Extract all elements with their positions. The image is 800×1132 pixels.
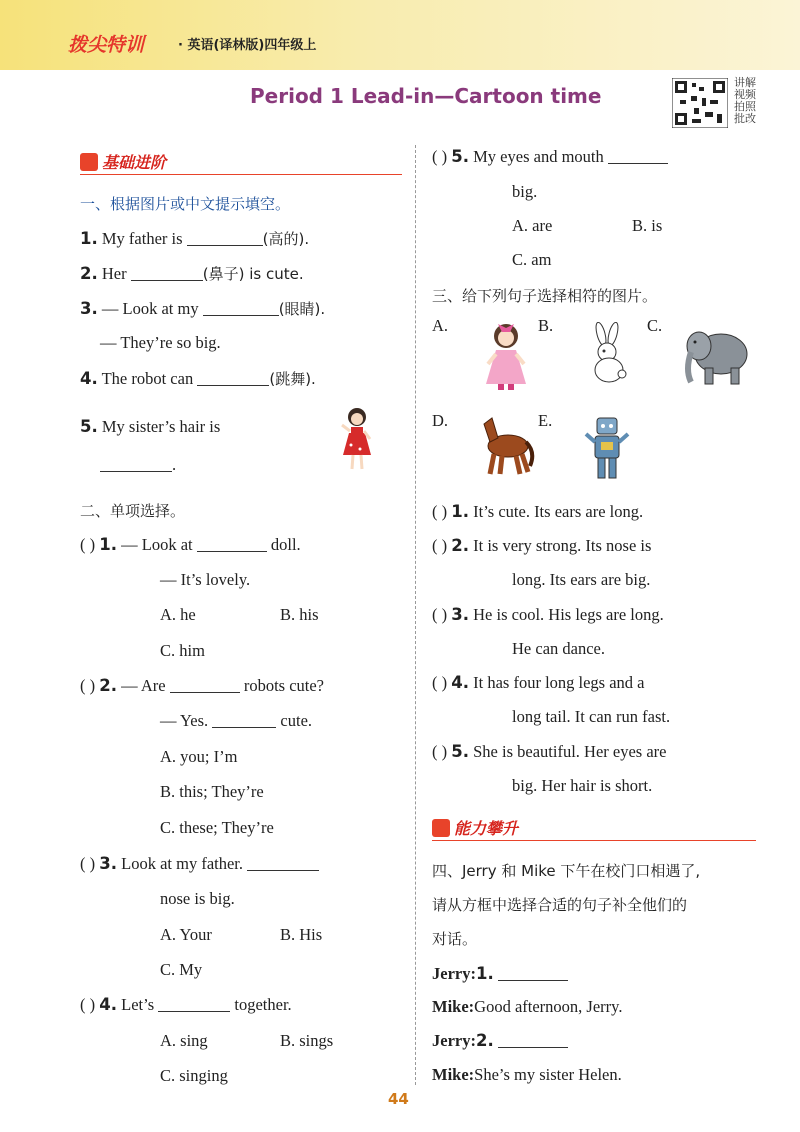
fill-item-4: 4. The robot can (跳舞).	[80, 369, 316, 388]
answer-blank[interactable]	[212, 713, 276, 728]
girl-picture	[336, 405, 378, 473]
q5-option-c[interactable]: C. am	[512, 250, 552, 269]
choice-q5: ( ) 5. My eyes and mouth	[432, 147, 668, 167]
robot-picture	[582, 412, 632, 484]
page-header-band	[0, 0, 800, 70]
picture-label-a: A.	[432, 316, 449, 335]
brand-logo: 拨尖特训	[68, 34, 145, 56]
picture-label-e: E.	[538, 411, 553, 430]
match-item-4-line2: long tail. It can run fast.	[512, 707, 671, 726]
q5-option-b[interactable]: B. is	[632, 216, 663, 235]
book-title: · 英语(译林版)四年级上	[178, 38, 317, 53]
part4-title-line2: 请从方框中选择合适的句子补全他们的	[432, 896, 688, 914]
part2-title: 二、单项选择。	[80, 502, 186, 520]
q1-option-b[interactable]: B. his	[280, 605, 319, 624]
q5-line2: big.	[512, 182, 538, 201]
horse-picture	[476, 412, 536, 478]
answer-blank[interactable]	[158, 997, 230, 1012]
q1-reply: — It’s lovely.	[160, 570, 251, 589]
answer-blank[interactable]	[498, 966, 568, 981]
dialog-line-3: Jerry:2.	[432, 1031, 568, 1051]
match-item-5: ( ) 5. She is beautiful. Her eyes are	[432, 742, 667, 761]
rabbit-picture	[585, 322, 631, 386]
page-title: Period 1 Lead-in—Cartoon time	[250, 84, 602, 108]
q1-option-a[interactable]: A. he	[160, 605, 196, 624]
fill-item-1: 1. My father is (高的).	[80, 229, 310, 248]
q5-option-a[interactable]: A. are	[512, 216, 553, 235]
part3-title: 三、给下列句子选择相符的图片。	[432, 287, 658, 305]
section-heading-advanced: 能力攀升	[432, 816, 518, 839]
match-item-3-line2: He can dance.	[512, 639, 605, 658]
choice-q2: ( ) 2. — Are robots cute?	[80, 676, 325, 695]
fill-item-5: 5. My sister’s hair is	[80, 417, 221, 436]
picture-label-d: D.	[432, 411, 449, 430]
q4-option-c[interactable]: C. singing	[160, 1066, 228, 1085]
fill-item-5-line2: .	[100, 455, 176, 475]
choice-q3: ( ) 3. Look at my father.	[80, 854, 319, 874]
match-item-5-line2: big. Her hair is short.	[512, 776, 653, 795]
qr-label: 讲解视频 拍照批改	[734, 76, 756, 125]
qr-code-icon[interactable]	[672, 78, 728, 128]
answer-blank[interactable]	[608, 149, 668, 164]
match-item-3: ( ) 3. He is cool. His legs are long.	[432, 605, 664, 624]
fill-item-3: 3. — Look at my (眼睛).	[80, 299, 326, 318]
match-item-4: ( ) 4. It has four long legs and a	[432, 673, 645, 692]
q3-line2: nose is big.	[160, 889, 235, 908]
answer-blank[interactable]	[203, 301, 279, 316]
part4-title-line3: 对话。	[432, 930, 478, 948]
match-item-2-line2: long. Its ears are big.	[512, 570, 651, 589]
q2-option-b[interactable]: B. this; They’re	[160, 782, 264, 801]
doll-picture	[480, 318, 532, 392]
match-item-2: ( ) 2. It is very strong. Its nose is	[432, 536, 652, 555]
answer-blank[interactable]	[197, 537, 267, 552]
answer-blank[interactable]	[498, 1033, 568, 1048]
q2-option-c[interactable]: C. these; They’re	[160, 818, 274, 837]
dialog-line-4: Mike:She’s my sister Helen.	[432, 1065, 622, 1084]
answer-blank[interactable]	[247, 856, 319, 871]
page-number: 44	[388, 1090, 409, 1108]
part4-title-line1: 四、Jerry 和 Mike 下午在校门口相遇了,	[432, 862, 701, 880]
dialog-line-1: Jerry:1.	[432, 964, 568, 984]
section-heading-basic: 基础进阶	[80, 150, 166, 173]
elephant-picture	[683, 320, 751, 388]
fill-item-2: 2. Her (鼻子) is cute.	[80, 264, 304, 283]
section-underline	[432, 840, 756, 841]
picture-label-c: C.	[647, 316, 663, 335]
fill-item-3-reply: — They’re so big.	[100, 333, 221, 352]
dialog-line-2: Mike:Good afternoon, Jerry.	[432, 997, 623, 1016]
q2-reply: — Yes. cute.	[160, 711, 313, 730]
q3-option-a[interactable]: A. Your	[160, 925, 212, 944]
q3-option-b[interactable]: B. His	[280, 925, 323, 944]
column-divider	[415, 145, 416, 1085]
answer-blank[interactable]	[100, 457, 172, 472]
q2-option-a[interactable]: A. you; I’m	[160, 747, 238, 766]
match-item-1: ( ) 1. It’s cute. Its ears are long.	[432, 502, 644, 521]
q1-option-c[interactable]: C. him	[160, 641, 205, 660]
picture-label-b: B.	[538, 316, 554, 335]
ladder-icon	[432, 819, 450, 837]
q4-option-b[interactable]: B. sings	[280, 1031, 334, 1050]
choice-q1: ( ) 1. — Look at doll.	[80, 535, 301, 554]
answer-blank[interactable]	[131, 266, 203, 281]
choice-q4: ( ) 4. Let’s together.	[80, 995, 292, 1014]
pencil-icon	[80, 153, 98, 171]
answer-blank[interactable]	[187, 231, 263, 246]
q3-option-c[interactable]: C. My	[160, 960, 203, 979]
q4-option-a[interactable]: A. sing	[160, 1031, 208, 1050]
answer-blank[interactable]	[170, 678, 240, 693]
section-underline	[80, 174, 402, 175]
part1-title: 一、根据图片或中文提示填空。	[80, 195, 291, 213]
answer-blank[interactable]	[197, 371, 269, 386]
